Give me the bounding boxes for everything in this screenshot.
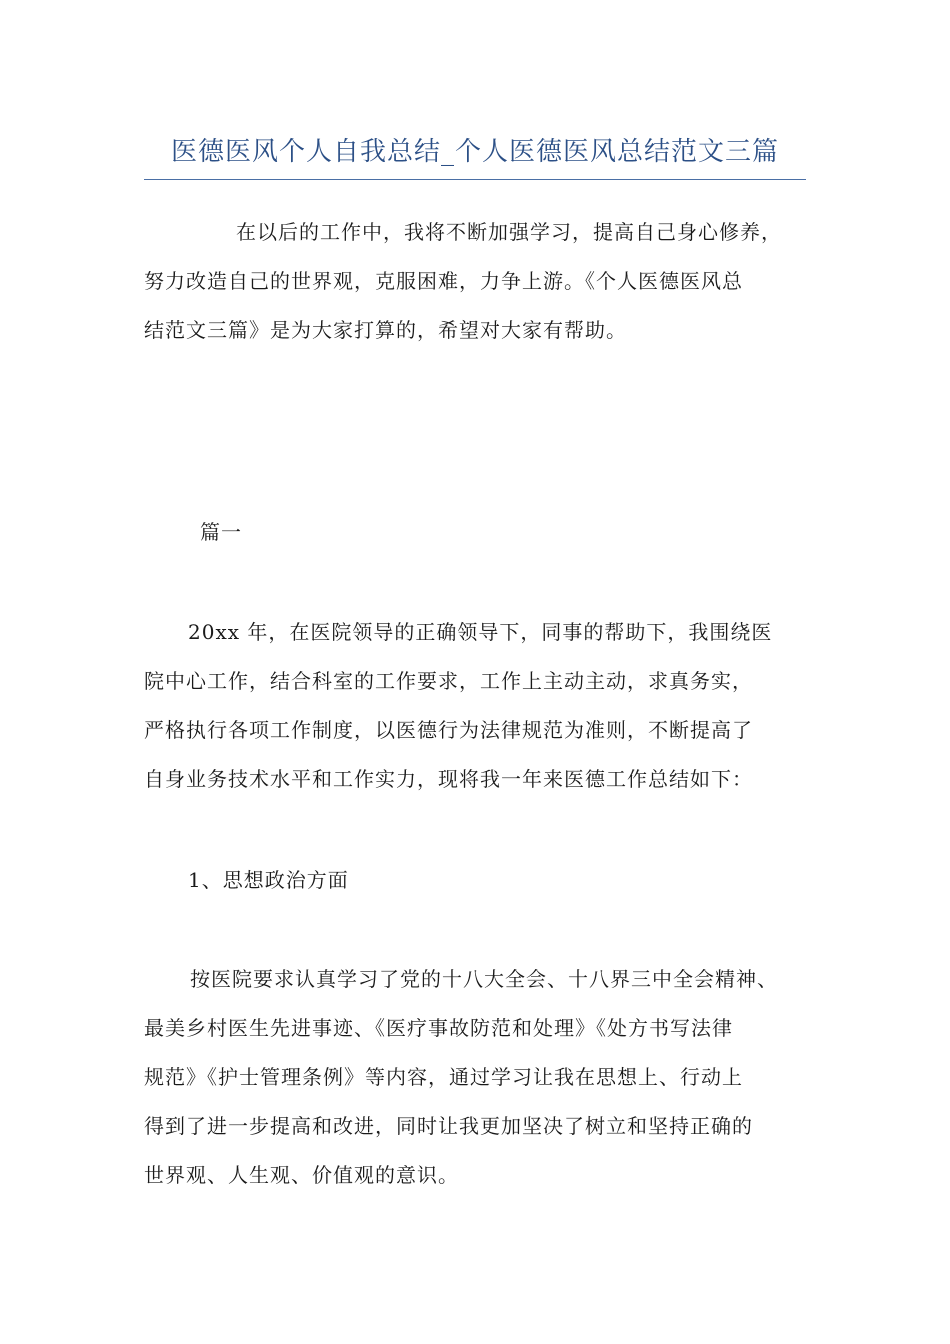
paragraph-line: 规范》《护士管理条例》等内容，通过学习让我在思想上、行动上 [144,1065,743,1089]
paragraph-line: 自身业务技术水平和工作实力，现将我一年来医德工作总结如下： [144,767,753,791]
paragraph-line: 严格执行各项工作制度，以医德行为法律规范为准则，不断提高了 [144,718,753,742]
paragraph-summary [144,608,806,804]
paragraph-line: 最美乡村医生先进事迹、《医疗事故防范和处理》《处方书写法律 [144,1016,733,1040]
intro-line: 在以后的工作中，我将不断加强学习，提高自己身心修养， [236,220,782,244]
intro-line: 结范文三篇》是为大家打算的，希望对大家有帮助。 [144,318,627,342]
title-underline [144,179,806,180]
paragraph-line: 得到了进一步提高和改进，同时让我更加坚决了树立和坚持正确的 [144,1114,753,1138]
paragraph-line: 20xx 年，在医院领导的正确领导下，同事的帮助下，我围绕医 [188,620,773,644]
document-title: 医德医风个人自我总结_个人医德医风总结范文三篇 [170,137,779,167]
paragraph-line: 世界观、人生观、价值观的意识。 [144,1163,459,1187]
section-heading: 篇一 [200,520,242,544]
paragraph-line: 院中心工作，结合科室的工作要求，工作上主动主动，求真务实， [144,669,753,693]
intro-line: 努力改造自己的世界观，克服困难，力争上游。《个人医德医风总 [144,269,743,293]
paragraph-line: 按医院要求认真学习了党的十八大全会、十八界三中全会精神、 [190,967,778,991]
intro-paragraph [144,208,806,355]
paragraph-political [144,955,806,1200]
subheading-political: 1、思想政治方面 [188,868,349,892]
